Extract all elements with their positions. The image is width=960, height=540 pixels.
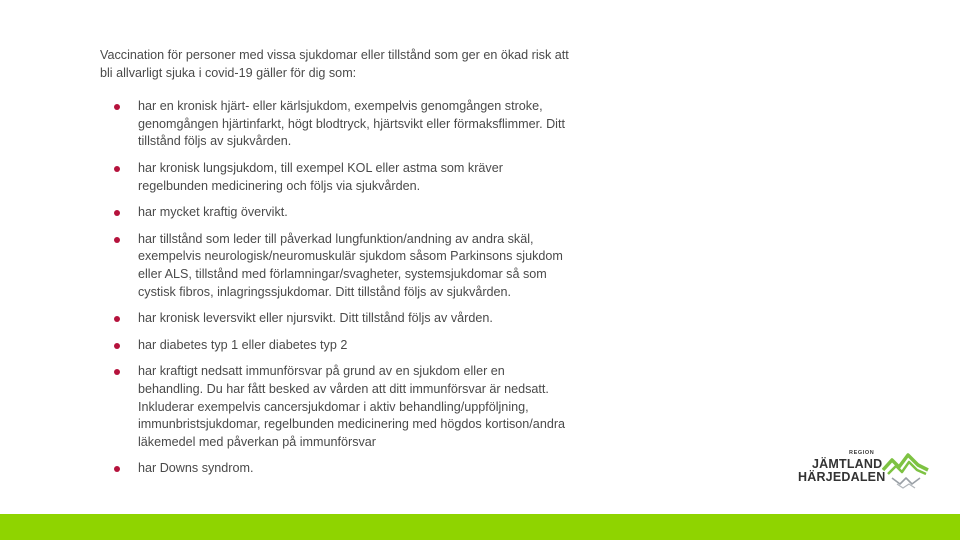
footer-bar [0, 514, 960, 540]
list-item [100, 460, 570, 478]
intro-paragraph: Vaccination för personer med vissa sjukdomar eller tillstånd som ger en ökad risk att bli allvarligt sjuka i covid-19 gäller för dig som: [100, 48, 569, 80]
list-item [100, 204, 570, 222]
bullet-icon [114, 237, 120, 243]
logo-region-text: REGION [849, 450, 875, 456]
list-item-text: har kraftigt nedsatt immunförsvar på grund av en sjukdom eller en behandling. Du har fått besked av vården att ditt immunförsvar är nedsatt. Inkluderar exempelvis cancersjukdomar i aktiv behandling/uppföljning, immunbristsjukdomar, regelbunden medicinering med högdos kortison/andra läkemedel med påverkan på immunförsvar [138, 364, 566, 449]
list-item-text: har Downs syndrom. [138, 461, 254, 476]
logo-line1-text: JÄMTLAND [812, 457, 883, 471]
list-item-text: har en kronisk hjärt- eller kärlsjukdom, exempelvis genomgången stroke, genomgången hjärtinfarkt, högt blodtryck, hjärtsvikt eller förmaksflimmer. Ditt tillstånd följs av sjukvården. [138, 99, 565, 149]
list-item [100, 310, 570, 328]
list-item-text: har diabetes typ 1 eller diabetes typ 2 [138, 337, 348, 352]
bullet-icon [114, 210, 120, 216]
list-item-text: har mycket kraftig övervikt. [138, 205, 288, 220]
bullet-icon [114, 166, 120, 172]
list-item-text: har kronisk leversvikt eller njursvikt. Ditt tillstånd följs av vården. [138, 311, 493, 326]
list-item-text: har kronisk lungsjukdom, till exempel KOL eller astma som kräver regelbunden medicinering och följs via sjukvården. [138, 160, 503, 193]
list-item-text: har tillstånd som leder till påverkad lungfunktion/andning av andra skäl, exempelvis neurologisk/neuromuskulär sjukdom såsom Parkinsons sjukdom eller ALS, tillstånd med förlamningar/svagheter, systemsjukdomar så som cystisk fibros, inlagringssjukdomar. Ditt tillstånd följs av sjukvården. [138, 231, 563, 299]
bullet-icon [114, 343, 120, 349]
document-body [100, 47, 570, 487]
logo-line2-text: HÄRJEDALEN [798, 470, 886, 484]
bullet-icon [114, 316, 120, 322]
region-logo [796, 448, 932, 492]
bullet-icon [114, 104, 120, 110]
list-item [100, 337, 570, 355]
list-item [100, 98, 570, 151]
mountain-icon [882, 450, 930, 490]
bullet-icon [114, 466, 120, 472]
bullet-icon [114, 369, 120, 375]
list-item [100, 363, 570, 451]
list-item [100, 160, 570, 195]
list-item [100, 231, 570, 301]
condition-list [100, 98, 570, 478]
